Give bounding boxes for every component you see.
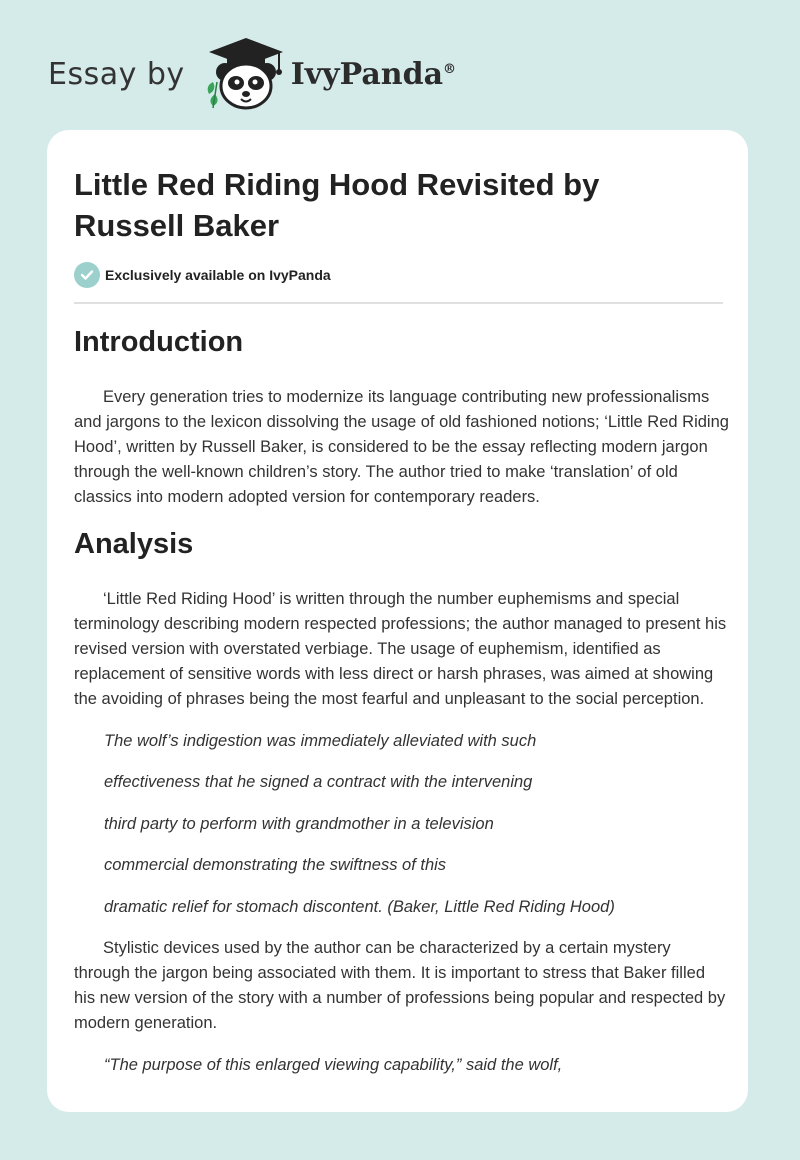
brand-text: IvyPanda [290, 56, 444, 92]
essay-card [47, 130, 748, 1112]
exclusive-badge [74, 262, 331, 288]
paragraph-stylistic: Stylistic devices used by the author can be characterized by a certain mystery through the jargon being associated with them. It is important to stress that Baker filled his new version of the story with a number of professions being popular and respected by modern generation. [74, 939, 726, 1032]
section-heading-introduction: Introduction [74, 326, 244, 358]
paragraph-analysis: ‘Little Red Riding Hood’ is written through the number euphemisms and special terminology describing modern respected professions; the author managed to present his revised version with overstated verbiage. The usage of euphemism, identified as replacement of sensitive words with less direct or harsh phrases, was aimed at showing the avoiding of phrases being the most fearful and unpleasant to the social perception. [74, 590, 727, 708]
brand-name[interactable] [291, 57, 456, 92]
ivy-leaf-icon [207, 82, 217, 108]
registered-mark: ® [443, 61, 457, 77]
quote-line: “The purpose of this enlarged viewing capability,” said the wolf, [104, 1056, 563, 1074]
essay-by-label: Essay by [48, 56, 185, 92]
site-header [48, 34, 456, 114]
section-heading-analysis: Analysis [74, 528, 194, 560]
quote-line: effectiveness that he signed a contract with the intervening [104, 773, 533, 791]
quote-line: dramatic relief for stomach discontent. (Baker, Little Red Riding Hood) [104, 898, 615, 916]
quote-line: commercial demonstrating the swiftness of this [104, 856, 447, 874]
badge-label: Exclusively available on IvyPanda [105, 267, 331, 283]
divider [74, 302, 723, 304]
quote-line: third party to perform with grandmother in a television [104, 815, 494, 833]
check-circle-icon [74, 262, 100, 288]
paragraph-introduction: Every generation tries to modernize its language contributing new professionalisms and jargons to the lexicon dissolving the usage of old fashioned notions; ‘Little Red Riding Hood’, written by Russell Baker, is considered to be the essay reflecting modern jargon through the well-known children’s story. The author tried to make ‘translation’ of old classics into modern adopted version for contemporary readers. [74, 388, 729, 506]
quote-line: The wolf’s indigestion was immediately alleviated with such [104, 732, 537, 750]
panda-graduate-icon [203, 36, 289, 112]
page-title: Little Red Riding Hood Revisited by Russell Baker [74, 167, 600, 243]
